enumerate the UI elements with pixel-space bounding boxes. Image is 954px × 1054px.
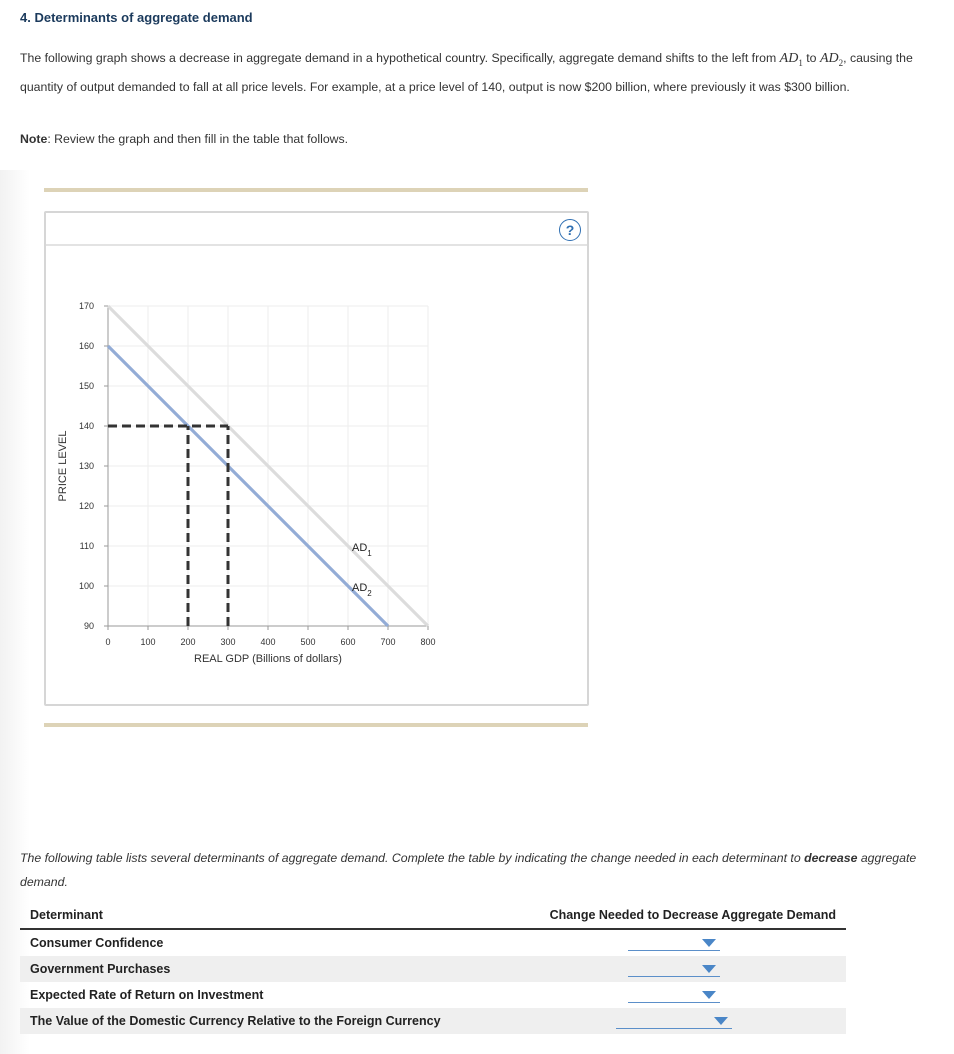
question-title: 4. Determinants of aggregate demand (20, 10, 253, 25)
note (20, 132, 348, 146)
column-header-change: Change Needed to Decrease Aggregate Demand (549, 908, 836, 922)
x-tick-label: 500 (300, 637, 316, 647)
y-tick-label: 140 (78, 421, 94, 431)
chevron-down-icon (714, 1017, 728, 1025)
chevron-down-icon (702, 939, 716, 947)
y-tick-label: 150 (78, 381, 94, 391)
note-text: : Review the graph and then fill in the table that follows. (47, 132, 349, 146)
determinant-label: Government Purchases (30, 962, 171, 976)
x-tick-label: 700 (380, 637, 396, 647)
ad1-symbol: $AD_1$ (779, 51, 803, 68)
x-tick-label: 400 (260, 637, 276, 647)
y-tick-label: 160 (78, 341, 94, 351)
x-tick-label: 800 (420, 637, 436, 647)
intro-text-1: The following graph shows a decrease in aggregate demand in a hypothetical country. Specifically, aggregate demand shifts to the left from (20, 51, 780, 65)
y-axis-title: PRICE LEVEL (57, 430, 69, 502)
x-tick-label: 100 (140, 637, 156, 647)
change-dropdown-consumer-confidence[interactable] (628, 932, 720, 951)
determinant-label: Expected Rate of Return on Investment (30, 988, 264, 1002)
x-tick-label: 300 (220, 637, 236, 647)
table-row-expected-return (20, 982, 846, 1008)
determinant-label: The Value of the Domestic Currency Relative to the Foreign Currency (30, 1014, 441, 1028)
series-label-ad1: $AD_1$ (352, 542, 372, 558)
change-dropdown-currency-value[interactable] (616, 1010, 732, 1029)
series-label-ad2: $AD_2$ (352, 582, 372, 598)
determinants-table (20, 904, 846, 1034)
column-header-determinant: Determinant (30, 908, 103, 922)
table-row-consumer-confidence (20, 930, 846, 956)
question-intro (20, 46, 930, 99)
note-label: Note (20, 132, 48, 146)
intro-text-2: to (802, 51, 820, 65)
determinant-label: Consumer Confidence (30, 936, 164, 950)
y-tick-label: 120 (78, 501, 94, 511)
chevron-down-icon (702, 991, 716, 999)
intro-text-3: , causing the quantity of output demanded to fall at all price levels. For example, at a price level of 140, output is now $200 billion, where previously it was $300 billion. (20, 51, 913, 94)
x-axis-title: REAL GDP (Billions of dollars) (194, 653, 342, 665)
table-row-government-purchases (20, 956, 846, 982)
table-header (20, 904, 846, 930)
ad2-symbol: $AD_2$ (819, 51, 844, 68)
y-tick-label: 100 (78, 581, 94, 591)
graph-bottom-rule (44, 723, 588, 727)
y-tick-label: 90 (83, 621, 94, 631)
graph-top-rule (44, 188, 588, 192)
x-tick-label: 200 (180, 637, 196, 647)
x-tick-label: 0 (105, 637, 111, 647)
ad-chart (46, 213, 587, 704)
table-intro: The following table lists several determinants of aggregate demand. Complete the table by indicating the change needed in each determinant to decrease aggregate demand. (20, 851, 917, 889)
graph-panel (44, 211, 589, 706)
help-button[interactable]: ? (559, 219, 581, 241)
table-row-currency-value (20, 1008, 846, 1034)
series-line-ad2 (108, 346, 388, 626)
change-dropdown-expected-return[interactable] (628, 984, 720, 1003)
y-tick-label: 170 (78, 301, 94, 311)
chevron-down-icon (702, 965, 716, 973)
x-tick-label: 600 (340, 637, 356, 647)
change-dropdown-government-purchases[interactable] (628, 958, 720, 977)
y-tick-label: 130 (78, 461, 94, 471)
y-tick-label: 110 (79, 541, 94, 551)
decrease-emphasis: decrease (804, 851, 858, 865)
